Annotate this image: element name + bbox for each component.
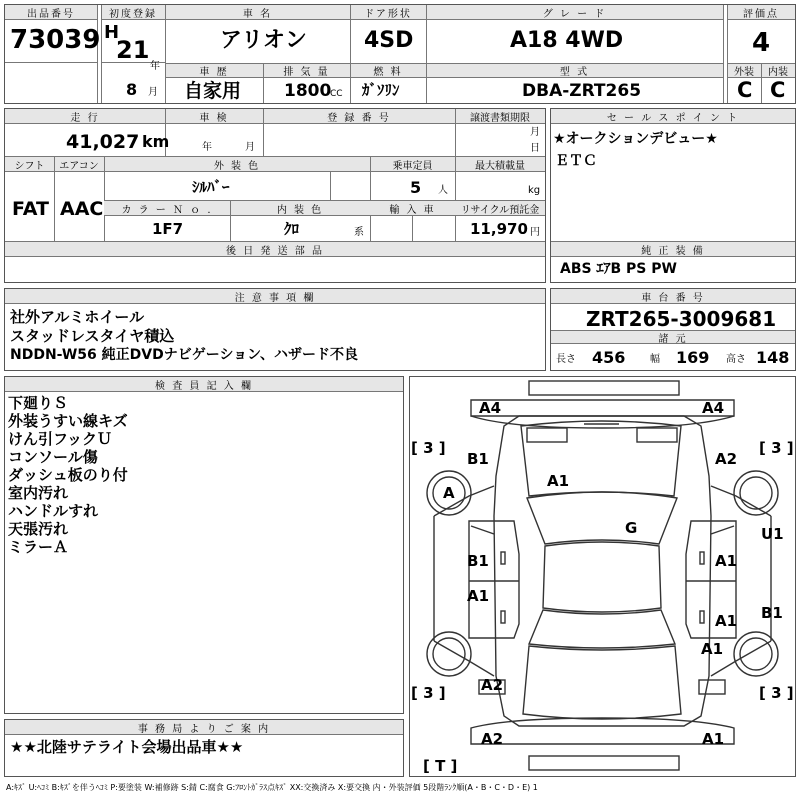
capacity-label: 乗車定員 — [370, 157, 455, 172]
capacity: 5 — [410, 178, 422, 197]
legend: A:ｷｽﾞ U:ﾍｺﾐ B:ｷｽﾞを伴うﾍｺﾐ P:要塗装 W:補修跡 S:錆 C:腐食 G:ﾌﾛﾝﾄｶﾞﾗｽ点ｷｽﾞ XX:交換済み X:要交換 内・外装評価 5段階ﾗﾝｸ順(A・B・C・D・E) 1 — [6, 783, 538, 792]
chassis-label: 車 台 番 号 — [551, 289, 795, 304]
office-label: 事 務 局 よ り ご 案 内 — [5, 720, 403, 735]
first-reg-label: 初度登録 — [101, 5, 165, 20]
displacement-label: 排 気 量 — [263, 63, 350, 78]
mark-top-right-bracket: [ 3 ] — [759, 439, 794, 457]
grade: A18 4WD — [510, 28, 624, 53]
sales-point-1: ★オークションデビュー★ — [553, 131, 718, 147]
recycle-fee: 11,970 — [470, 220, 528, 238]
mark-front-left: A4 — [479, 399, 502, 417]
inspector-note: ミラーＡ — [8, 538, 69, 556]
chassis-number: ZRT265-3009681 — [586, 307, 777, 331]
length-label: 長さ — [556, 354, 576, 365]
ac: AAC — [60, 198, 104, 220]
inspector-note: けん引フックＵ — [8, 430, 112, 448]
door-type: 4SD — [364, 28, 414, 53]
recycle-unit: 円 — [530, 227, 540, 238]
model-label: 型 式 — [426, 63, 723, 78]
int-color-label: 内 装 色 — [230, 201, 370, 216]
history: 自家用 — [184, 80, 242, 102]
mark-rear-right-bumper: A1 — [702, 730, 725, 748]
inspector-note: 天張汚れ — [8, 520, 69, 538]
width: 169 — [676, 348, 710, 367]
mark-trunk: [ T ] — [423, 757, 458, 775]
import-label: 輸 入 車 — [370, 201, 455, 216]
mark-rear-left: A2 — [481, 730, 504, 748]
mark-door-rear-right: A1 — [715, 612, 738, 630]
inspector-note: ダッシュ板のり付 — [8, 466, 128, 484]
sales-point-2: ＥＴＣ — [555, 153, 597, 169]
color-no: 1F7 — [152, 220, 184, 238]
interior-color-unit: 系 — [354, 227, 364, 238]
note-1: 社外アルミホイール — [10, 308, 145, 326]
ext-grade: C — [737, 78, 753, 102]
score-label: 評価点 — [727, 5, 795, 20]
mark-door-front-left: B1 — [467, 552, 489, 570]
mark-top-left-bracket: [ 3 ] — [411, 439, 446, 457]
exterior-color: ｼﾙﾊﾞｰ — [192, 178, 230, 196]
color-label: 外 装 色 — [104, 157, 370, 172]
transfer-label: 譲渡書類期限 — [455, 109, 545, 124]
reg-month: 8 — [126, 80, 138, 99]
shift-label: シフト — [5, 157, 54, 172]
load-unit: kg — [528, 185, 541, 196]
lot-label: 出品番号 — [5, 5, 97, 20]
car-name: アリオン — [220, 28, 307, 53]
sales-point-label: セ ー ル ス ポ イ ン ト — [551, 109, 795, 124]
mark-rear-rocker: B1 — [761, 604, 783, 622]
car-name-label: 車 名 — [165, 5, 350, 20]
mileage: 41,027 — [66, 131, 140, 153]
mark-front-right: A4 — [702, 399, 725, 417]
mileage-label: 走 行 — [5, 109, 165, 124]
int-label: 内装 — [761, 63, 795, 78]
history-label: 車 歴 — [165, 63, 263, 78]
ext-label: 外装 — [727, 63, 761, 78]
inspection-month-unit: 月 — [245, 142, 255, 153]
score: 4 — [752, 28, 771, 58]
width-label: 幅 — [650, 354, 660, 365]
interior-color: ｸﾛ — [284, 220, 300, 238]
mark-fender-left: B1 — [467, 450, 489, 468]
note-2: スタッドレスタイヤ積込 — [10, 327, 175, 345]
notes-label: 注 意 事 項 欄 — [5, 289, 545, 304]
mark-fender-right: A2 — [715, 450, 738, 468]
mark-rear-right: A1 — [701, 640, 724, 658]
model: DBA-ZRT265 — [522, 81, 642, 101]
fuel-label: 燃 料 — [350, 63, 426, 78]
fuel: ｶﾞｿﾘﾝ — [362, 81, 400, 99]
mark-door-rear-left: A1 — [467, 587, 490, 605]
month-unit: 月 — [148, 87, 158, 98]
mark-quarter-left: A2 — [481, 676, 504, 694]
inspector-label: 検 査 員 記 入 欄 — [5, 377, 403, 392]
inspector-note: 室内汚れ — [8, 484, 69, 502]
reg-year: 21 — [116, 36, 150, 64]
later-parts-label: 後 日 発 送 部 品 — [5, 242, 545, 257]
capacity-unit: 人 — [438, 185, 448, 196]
length: 456 — [592, 348, 626, 367]
grade-label: グ レ ー ド — [426, 5, 723, 20]
mark-right-rocker: U1 — [761, 525, 784, 543]
int-grade: C — [770, 78, 786, 102]
color-no-label: カ ラ ー Ｎ ｏ . — [104, 201, 230, 216]
inspector-note: コンソール傷 — [8, 448, 98, 466]
mark-hood: A1 — [547, 472, 570, 490]
inspector-note: 外装うすい線キズ — [8, 412, 128, 430]
transfer-month-unit: 月 — [530, 127, 540, 138]
door-label: ドア形状 — [350, 5, 426, 20]
mark-windshield: G — [625, 519, 638, 537]
mark-bottom-right-bracket: [ 3 ] — [759, 684, 794, 702]
registration-label: 登 録 番 号 — [263, 109, 455, 124]
height: 148 — [756, 348, 790, 367]
recycle-label: リサイクル預託金 — [455, 201, 545, 216]
height-label: 高さ — [726, 354, 746, 365]
lot-number: 73039 — [10, 25, 101, 55]
spec-label: 諸 元 — [551, 331, 795, 344]
mark-door-front-right: A1 — [715, 552, 738, 570]
mileage-unit: km — [142, 132, 170, 151]
inspector-note: ハンドルすれ — [8, 502, 99, 520]
ac-label: エアコン — [54, 157, 104, 172]
car-diagram — [409, 376, 796, 777]
year-unit: 年 — [150, 61, 160, 72]
mark-wheel-front-left: A — [443, 484, 455, 502]
transfer-day-unit: 日 — [530, 143, 540, 154]
inspection-year-unit: 年 — [202, 142, 212, 153]
standard-equipment-label: 純 正 装 備 — [551, 242, 795, 257]
era: H — [104, 22, 120, 43]
displacement-unit: CC — [330, 89, 343, 99]
inspector-note: 下廻りＳ — [8, 394, 69, 412]
note-3: NDDN-W56 純正DVDナビゲーション、ハザード不良 — [10, 347, 359, 363]
load-label: 最大積載量 — [455, 157, 545, 172]
inspection-label: 車 検 — [165, 109, 263, 124]
shift: FAT — [12, 198, 49, 220]
mark-bottom-left-bracket: [ 3 ] — [411, 684, 446, 702]
office-message: ★★北陸サテライト会場出品車★★ — [10, 738, 244, 756]
standard-equipment: ABS ｴｱB PS PW — [560, 261, 677, 277]
inspector-notes — [8, 394, 128, 556]
displacement: 1800 — [284, 81, 332, 101]
